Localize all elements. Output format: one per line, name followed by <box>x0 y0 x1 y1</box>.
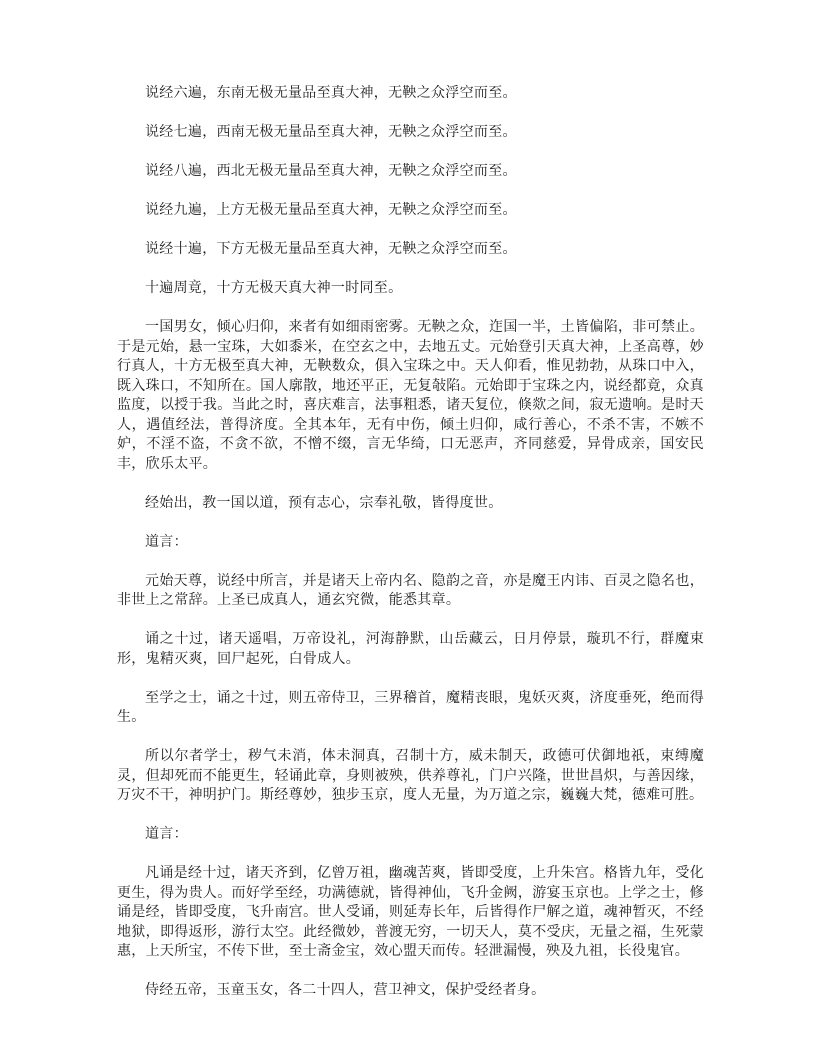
paragraph-guardian-deities: 侍经五帝，玉童玉女，各二十四人，营卫神文，保护受经者身。 <box>145 982 546 998</box>
paragraph-dao-says-2: 道言： <box>145 826 188 842</box>
paragraph-recite-7: 说经七遍，西南无极无量品至真大神，无鞅之众浮空而至。 <box>145 124 517 140</box>
paragraph-recite-8: 说经八遍，西北无极无量品至真大神，无鞅之众浮空而至。 <box>145 163 517 179</box>
paragraph-yuanshi-tianzun: 元始天尊，说经中所言，并是诸天上帝内名、隐韵之音，亦是魔王内讳、百灵之隐名也，非世上之常辞。上圣已成真人，通玄究微，能悉其章。 <box>117 572 704 608</box>
document-body <box>117 84 704 1001</box>
paragraph-recite-6: 说经六遍，东南无极无量品至真大神，无鞅之众浮空而至。 <box>145 85 517 101</box>
paragraph-recite-10: 说经十遍，下方无极无量品至真大神，无鞅之众浮空而至。 <box>145 241 517 257</box>
paragraph-recite-ten-times-effects: 诵之十过，诸天遥唱，万帝设礼，河海静默，山岳藏云，日月停景，璇玑不行，群魔束形，鬼精灭爽，回尸起死，白骨成人。 <box>117 631 704 667</box>
paragraph-scripture-teaching: 经始出，教一国以道，预有志心，宗奉礼敬，皆得度世。 <box>145 494 503 511</box>
paragraph-recite-9: 说经九遍，上方无极无量品至真大神，无鞅之众浮空而至。 <box>145 202 517 218</box>
paragraph-scholar-recitation: 至学之士，诵之十过，则五帝侍卫，三界稽首，魔精丧眼，鬼妖灭爽，济度垂死，绝而得生。 <box>117 689 704 725</box>
paragraph-scripture-virtue: 所以尔者学士，秽气未消，体未洞真，召制十方，威未制天，政德可伏御地祇，束缚魔灵，但却死而不能更生，轻诵此章，身则被殃，供养尊礼，门户兴隆，世世昌炽，与善因缘，万灾不干，神明护门。斯经尊妙，独步玉京，度人无量，为万道之宗，巍巍大梵，德难可胜。 <box>117 748 704 803</box>
paragraph-nation-conversion: 一国男女，倾心归仰，来者有如细雨密雾。无鞅之众，迮国一半，土皆偏陷，非可禁止。于是元始，悬一宝珠，大如黍米，在空玄之中，去地五丈。元始登引天真大神，上圣高尊，妙行真人，十方无极至真大神，无鞅数众，俱入宝珠之中。天人仰看，惟见勃勃，从珠口中入，既入珠口，不知所在。国人廓散，地还平正，无复敧陷。元始即于宝珠之内，说经都竟，众真监度，以授于我。当此之时，喜庆难言，法事粗悉，诸天复位，倏欻之间，寂无遗响。是时天人，遇值经法，普得济度。全其本年，无有中伤，倾土归仰，咸行善心，不杀不害，不嫉不妒，不淫不盗，不贪不欲，不憎不缀，言无华绮，口无恶声，齐同慈爱，异骨成亲，国安民丰，欣乐太平。 <box>117 319 704 472</box>
paragraph-ten-rounds-complete: 十遍周竟，十方无极天真大神一时同至。 <box>145 280 403 296</box>
paragraph-dao-says-1: 道言： <box>145 533 188 550</box>
paragraph-salvation-benefits: 凡诵是经十过，诸天齐到，亿曾万祖，幽魂苦爽，皆即受度，上升朱宫。格皆九年，受化更生，得为贵人。而好学至经，功满德就，皆得神仙，飞升金阙，游宴玉京也。上学之士，修诵是经，皆即受度，飞升南宫。世人受诵，则延寿长年，后皆得作尸解之道，魂神暂灭，不经地狱，即得返形，游行太空。此经微妙，普渡无穷，一切天人，莫不受庆，无量之福，生死蒙惠，上天所宝，不传下世，至士斋金宝，效心盟天而传。轻泄漏慢，殃及九祖，长役鬼官。 <box>117 865 704 959</box>
